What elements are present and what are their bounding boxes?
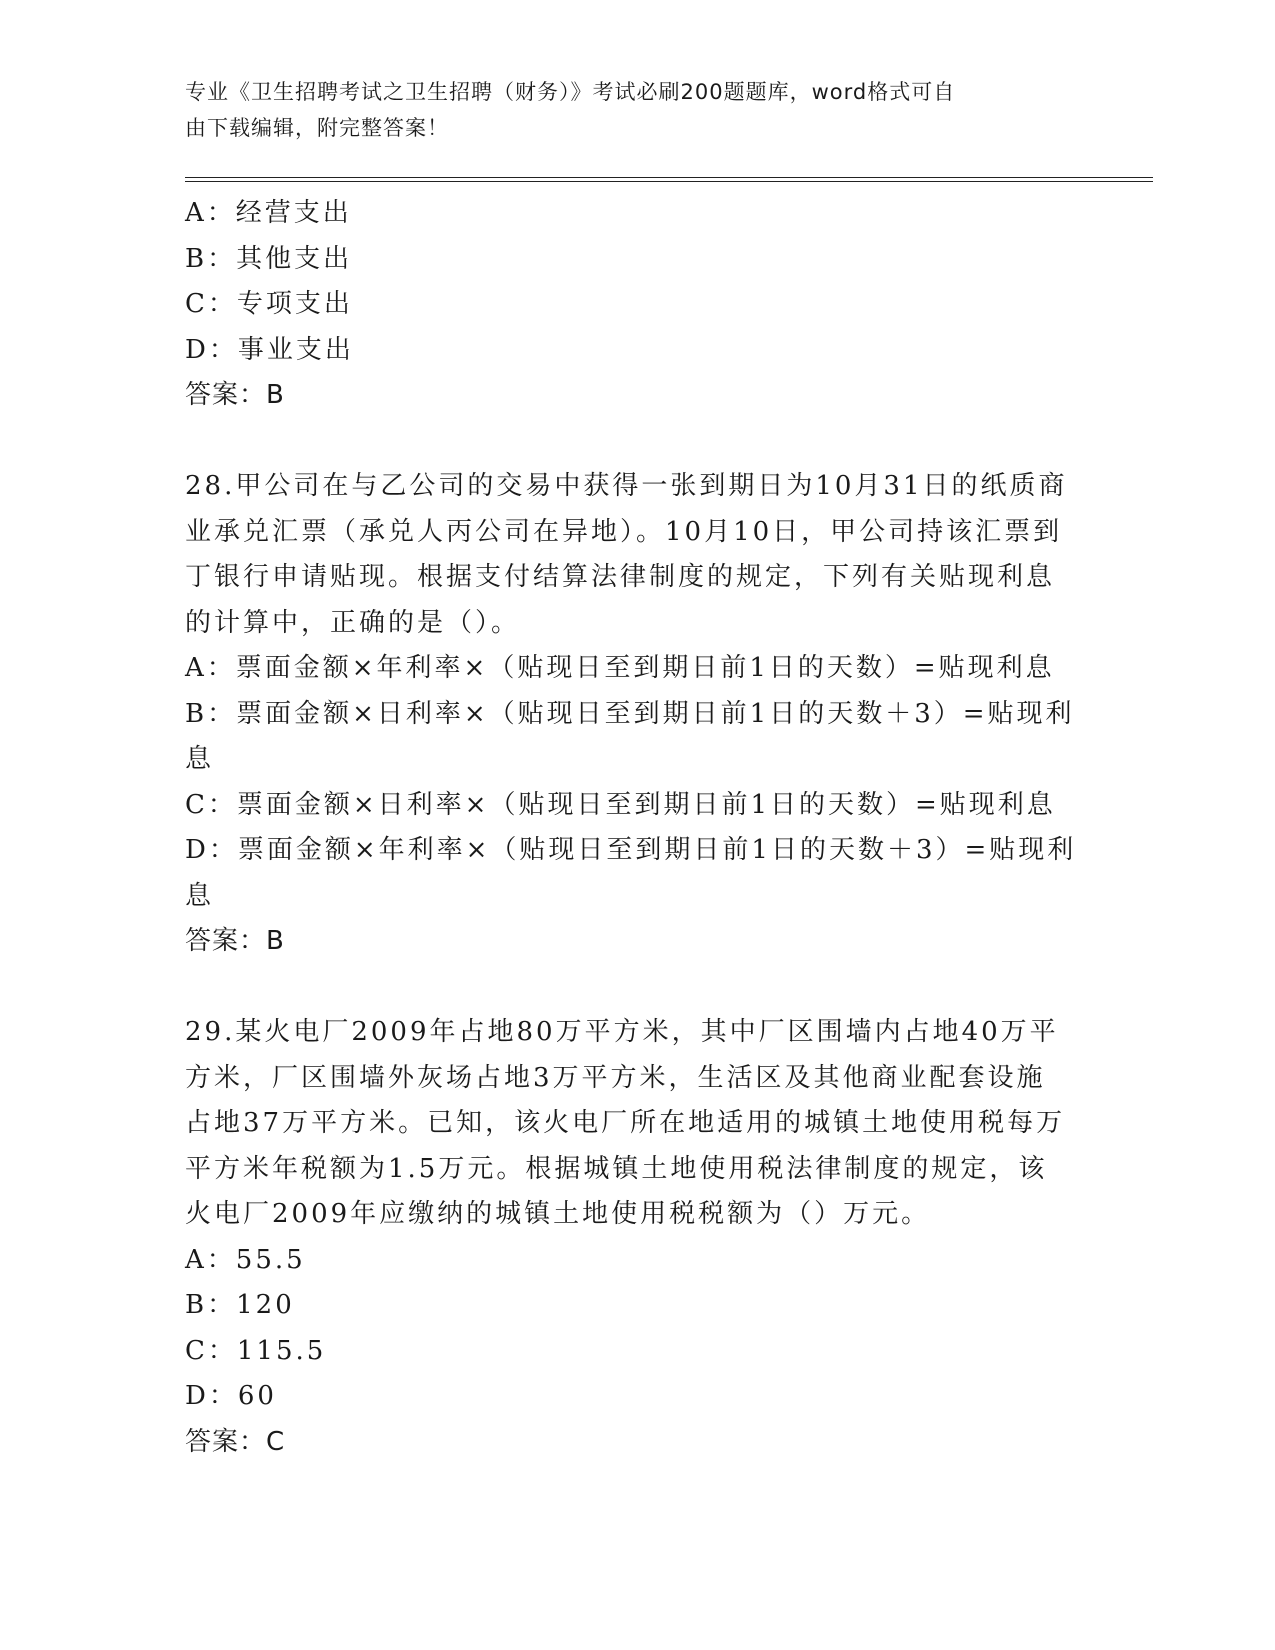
option-b: B：120 (185, 1290, 295, 1320)
header-line-2: 由下载编辑，附完整答案！ (185, 116, 449, 140)
spacer (185, 965, 1085, 1011)
question-stem-line: 丁银行申请贴现。根据支付结算法律制度的规定，下列有关贴现利息 (185, 562, 1056, 592)
question-stem-line: 火电厂2009年应缴纳的城镇土地使用税税额为（）万元。 (185, 1199, 931, 1229)
question-28 (185, 464, 1085, 965)
answer-line: 答案：B (185, 926, 285, 956)
option-c: C：专项支出 (185, 289, 353, 319)
option-a: A：经营支出 (185, 198, 352, 228)
option-a: A：55.5 (185, 1244, 306, 1275)
question-stem-line: 业承兑汇票（承兑人丙公司在异地）。10月10日，甲公司持该汇票到 (185, 516, 1063, 547)
option-c: C：115.5 (185, 1335, 327, 1366)
document-header (185, 74, 1065, 146)
spacer (185, 419, 1085, 465)
question-29 (185, 1010, 1085, 1465)
question-stem-line: 28.甲公司在与乙公司的交易中获得一张到期日为10月31日的纸质商 (185, 471, 1068, 501)
question-stem-line: 平方米年税额为1.5万元。根据城镇土地使用税法律制度的规定，该 (185, 1153, 1048, 1184)
answer-line: 答案：B (185, 380, 285, 410)
answer-line: 答案：C (185, 1426, 286, 1457)
header-rule-top (185, 177, 1153, 178)
question-content (185, 191, 1085, 1465)
question-27 (185, 191, 1085, 419)
option-b-wrap: 息 (185, 744, 215, 774)
question-stem-line: 方米，厂区围墙外灰场占地3万平方米，生活区及其他商业配套设施 (185, 1062, 1046, 1093)
option-b: B：其他支出 (185, 243, 353, 274)
question-stem-line: 的计算中，正确的是（）。 (185, 607, 521, 638)
option-d: D：60 (185, 1381, 277, 1411)
question-stem-line: 29.某火电厂2009年占地80万平方米，其中厂区围墙内占地40万平 (185, 1017, 1059, 1047)
option-d-wrap: 息 (185, 880, 215, 911)
option-d: D：票面金额×年利率×（贴现日至到期日前1日的天数＋3）=贴现利 (185, 835, 1077, 865)
option-a: A：票面金额×年利率×（贴现日至到期日前1日的天数）=贴现利息 (185, 653, 1055, 683)
option-d: D：事业支出 (185, 334, 354, 365)
header-line-1: 专业《卫生招聘考试之卫生招聘（财务）》考试必刷200题题库，word格式可自 (185, 80, 956, 104)
question-stem-line: 占地37万平方米。已知，该火电厂所在地适用的城镇土地使用税每万 (185, 1108, 1066, 1138)
option-c: C：票面金额×日利率×（贴现日至到期日前1日的天数）=贴现利息 (185, 789, 1056, 820)
header-rule-bottom (185, 181, 1153, 182)
option-b: B：票面金额×日利率×（贴现日至到期日前1日的天数＋3）=贴现利 (185, 698, 1075, 729)
